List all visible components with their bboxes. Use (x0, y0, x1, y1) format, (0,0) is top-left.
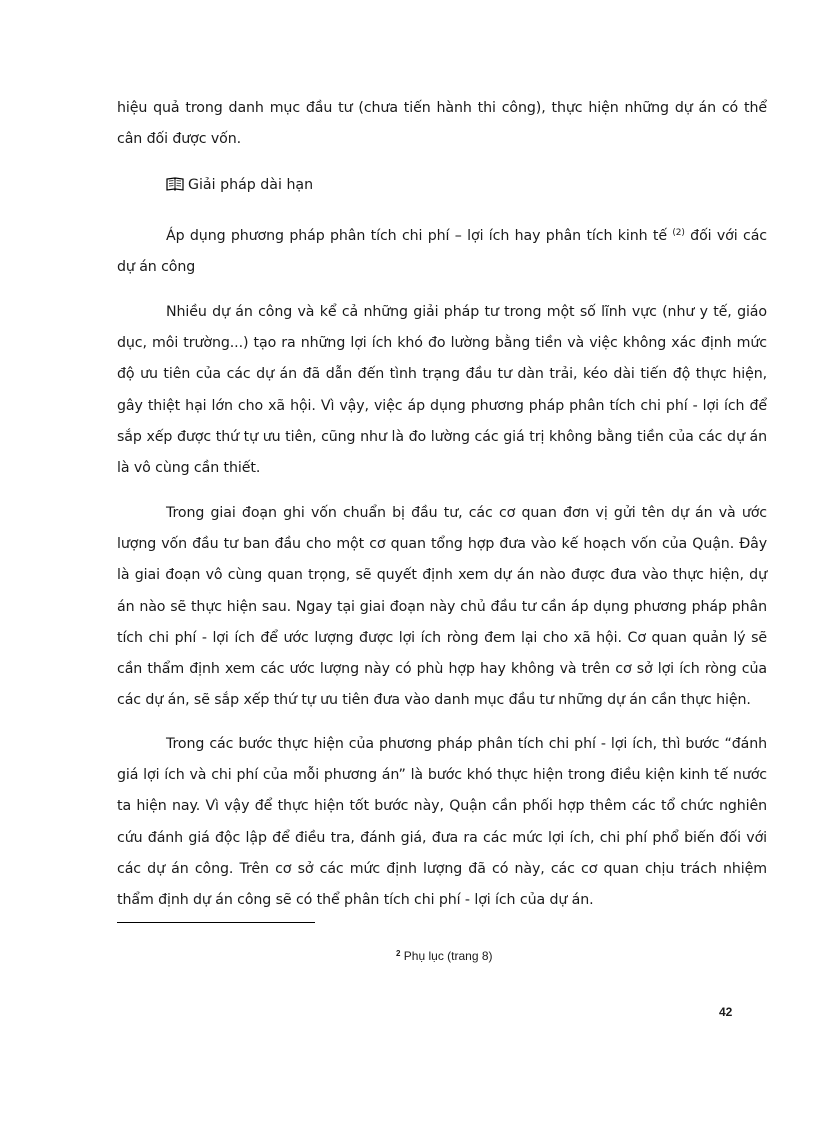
paragraph-continuation: hiệu quả trong danh mục đầu tư (chưa tiến hành thi công), thực hiện những dự án có thể cân đối được vốn. (117, 100, 767, 148)
footnote-marker: 2 (396, 949, 401, 958)
page-number: 42 (719, 1005, 733, 1019)
footnote-text: Phụ lục (trang 8) (400, 949, 493, 963)
paragraph-evaluation-steps: Trong các bước thực hiện của phương pháp phân tích chi phí - lợi ích, thì bước “đánh giá lợi ích và chi phí của mỗi phương án” là bước khó thực hiện trong điều kiện kinh tế nước ta hiện nay. Vì vậy để thực hiện tốt bước này, Quận cần phối hợp thêm các tổ chức nghiên cứu đánh giá độc lập để điều tra, đánh giá, đưa ra các mức lợi ích, chi phí phổ biến đối với các dự án công. Trên cơ sở các mức định lượng đã có này, các cơ quan chịu trách nhiệm thẩm định dự án công sẽ có thể phân tích chi phí - lợi ích của dự án. (117, 736, 767, 909)
footnote (396, 946, 493, 966)
paragraph-benefits: Nhiều dự án công và kể cả những giải pháp tư trong một số lĩnh vực (như y tế, giáo dục, môi trường...) tạo ra những lợi ích khó đo lường bằng tiền và việc không xác định mức độ ưu tiên của các dự án đã dẫn đến tình trạng đầu tư dàn trải, kéo dài tiến độ thực hiện, gây thiệt hại lớn cho xã hội. Vì vậy, việc áp dụng phương pháp phân tích chi phí - lợi ích để sắp xếp được thứ tự ưu tiên, cũng như là đo lường các giá trị không bằng tiền của các dự án là vô cùng cần thiết. (117, 304, 767, 477)
apply-text-start: Áp dụng phương pháp phân tích chi phí – lợi ích hay phân tích kinh tế (166, 228, 673, 244)
book-icon (166, 177, 184, 191)
paragraph-apply-method (117, 221, 767, 283)
footnote-separator (117, 922, 315, 923)
section-heading-text: Giải pháp dài hạn (188, 177, 314, 193)
apply-text-end: đối với các dự án công (117, 228, 767, 276)
section-heading (166, 173, 313, 197)
paragraph-investment-phase: Trong giai đoạn ghi vốn chuẩn bị đầu tư, các cơ quan đơn vị gửi tên dự án và ước lượng vốn đầu tư ban đầu cho một cơ quan tổng hợp đưa vào kế hoạch vốn của Quận. Đây là giai đoạn vô cùng quan trọng, sẽ quyết định xem dự án nào được đưa vào thực hiện, dự án nào sẽ thực hiện sau. Ngay tại giai đoạn này chủ đầu tư cần áp dụng phương pháp phân tích chi phí - lợi ích để ước lượng được lợi ích ròng đem lại cho xã hội. Cơ quan quản lý sẽ cần thẩm định xem các ước lượng này có phù hợp hay không và trên cơ sở lợi ích ròng của các dự án, sẽ sắp xếp thứ tự ưu tiên đưa vào danh mục đầu tư những dự án cần thực hiện. (117, 505, 767, 709)
footnote-reference: (2) (672, 228, 685, 238)
